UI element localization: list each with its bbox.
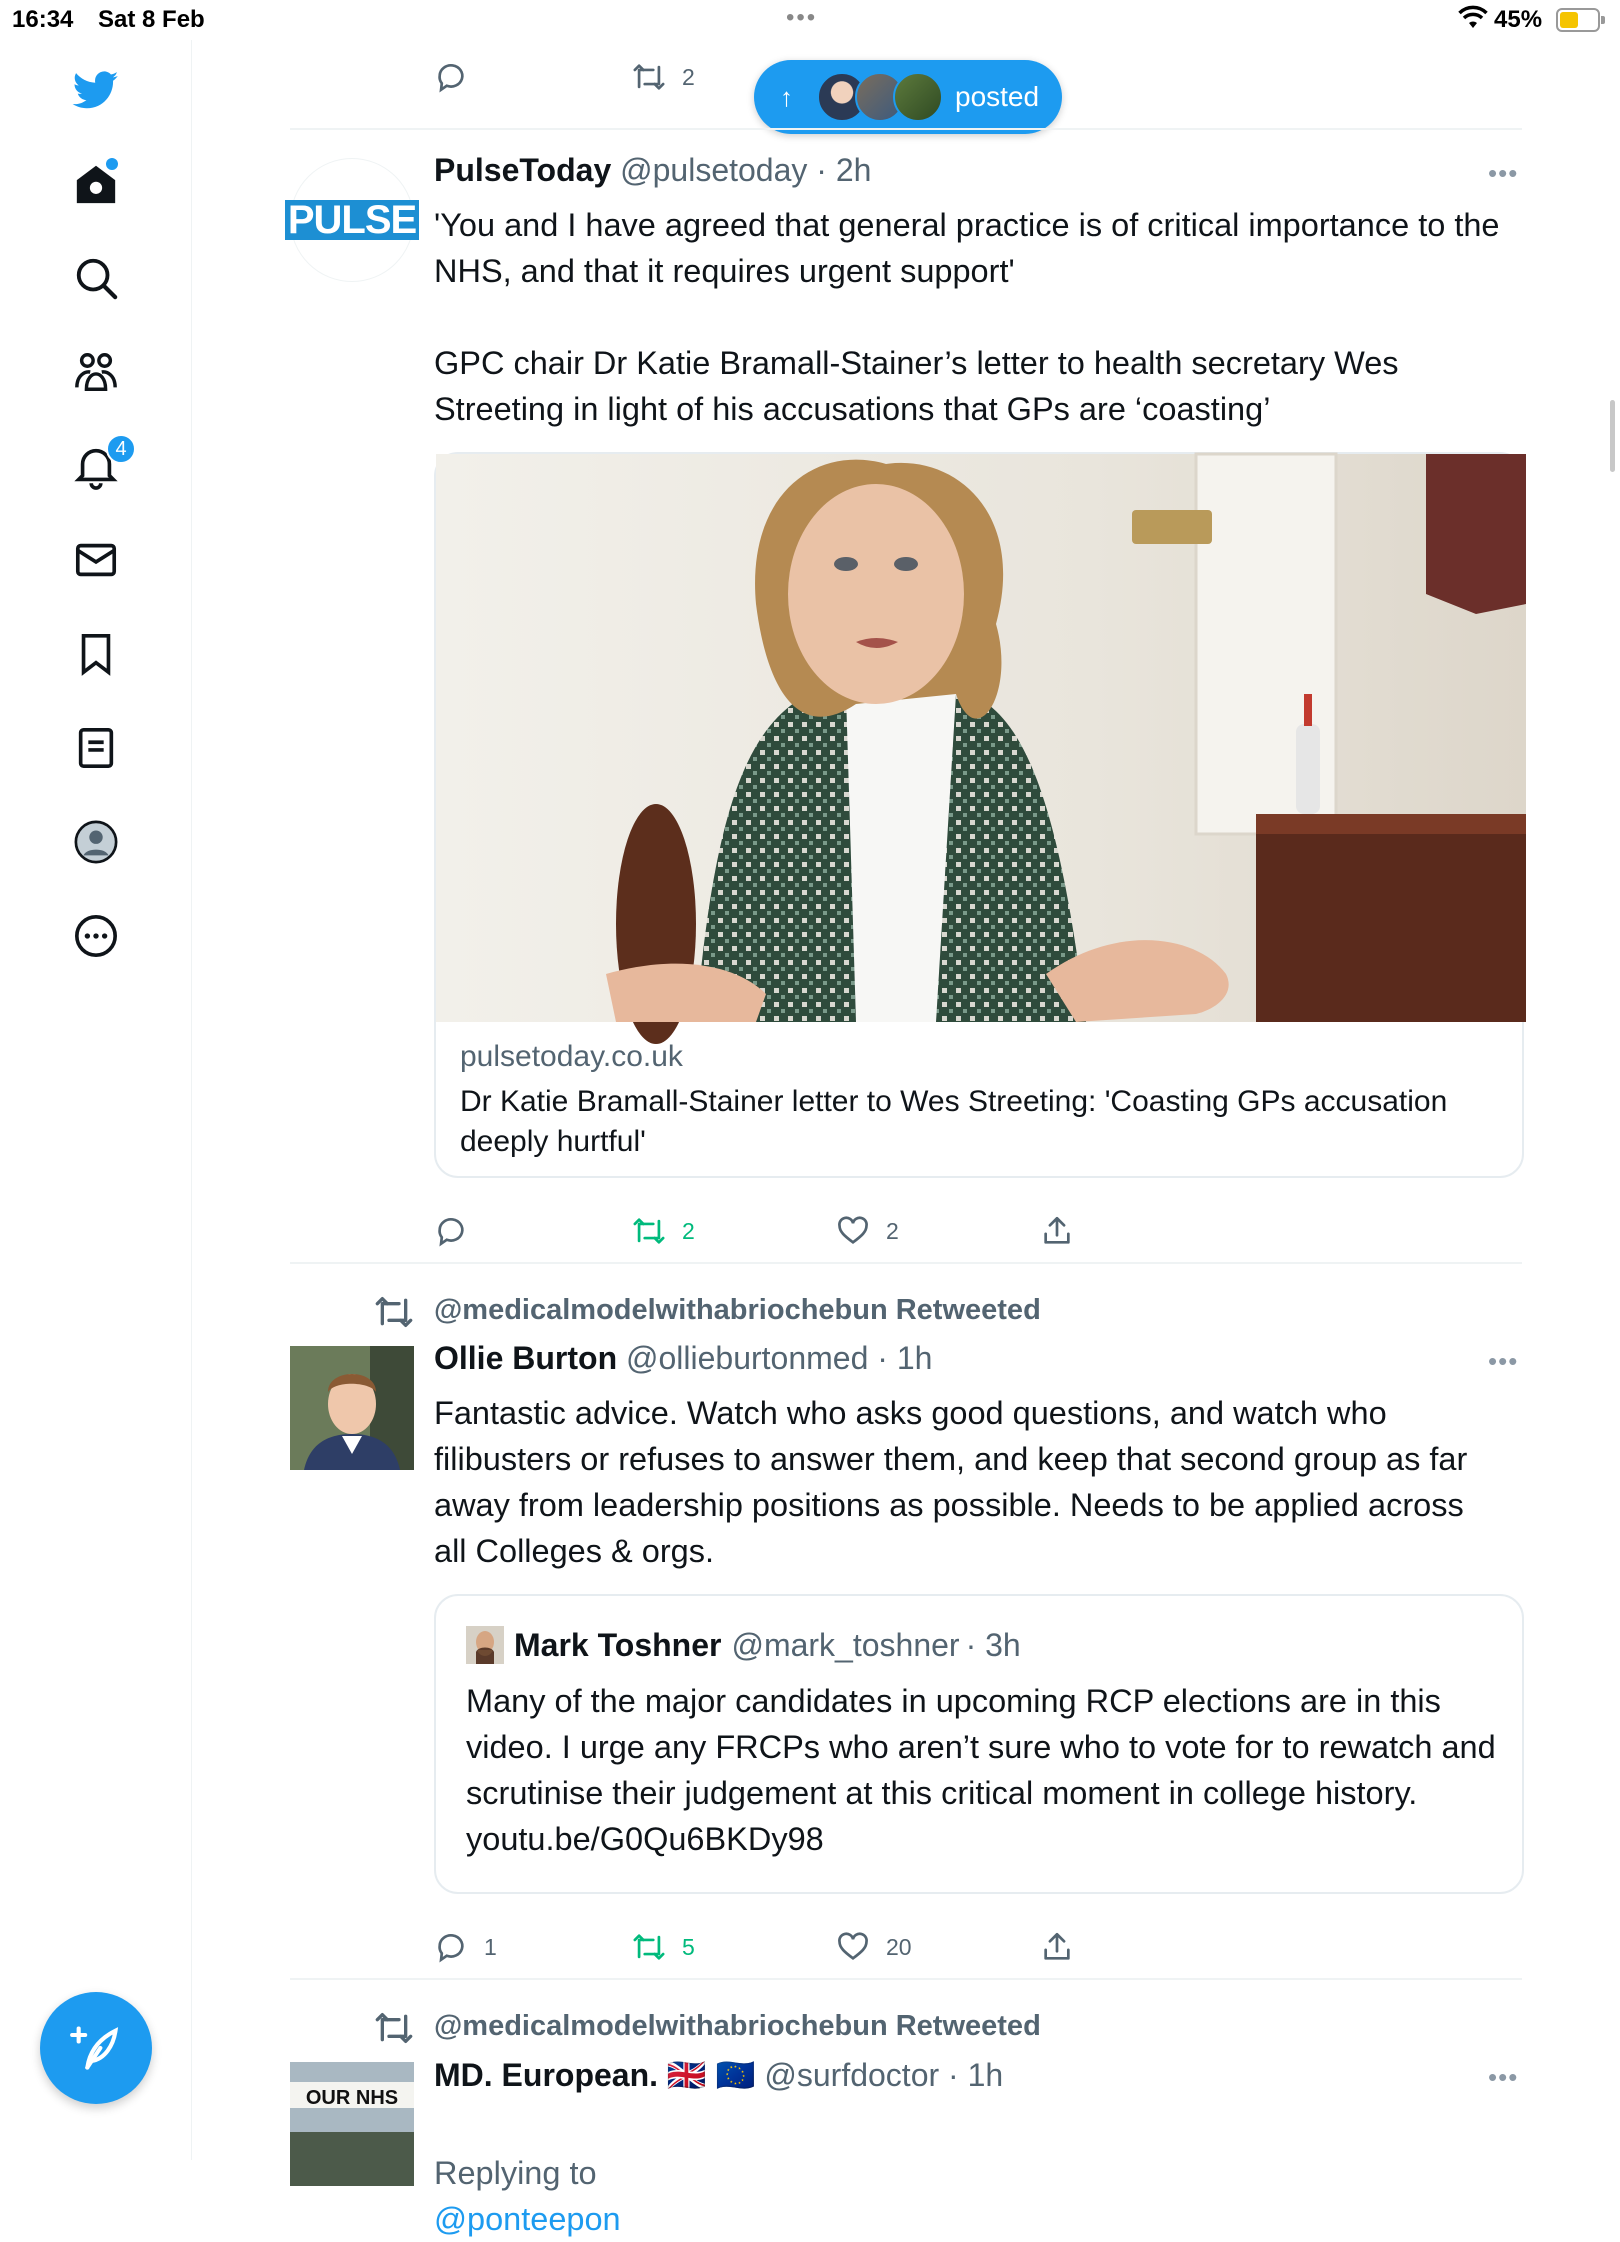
lists-icon	[73, 725, 119, 771]
nav-more[interactable]	[60, 900, 132, 972]
author-name[interactable]: PulseToday	[434, 152, 612, 188]
side-navigation	[0, 40, 192, 2160]
status-date: Sat 8 Feb	[98, 6, 205, 33]
nav-notifications[interactable]	[60, 430, 132, 502]
avatar[interactable]	[287, 158, 417, 282]
nav-communities[interactable]	[60, 336, 132, 408]
tweet-text: 'You and I have agreed that general practice is of critical importance to the NHS, and that it requires urgent support' GPC chair Dr Katie Bramall-Stainer’s letter to health secretary Wes Streeting in light of his accusations that GPs are ‘coasting’	[434, 207, 1500, 427]
tweet-header	[434, 152, 871, 189]
wifi-icon	[1458, 6, 1488, 37]
divider	[290, 128, 1522, 130]
card-image	[436, 454, 1526, 1022]
quote-time[interactable]: · 3h	[965, 1626, 1021, 1663]
more-options-icon[interactable]: •••	[1488, 158, 1519, 188]
divider	[290, 1978, 1522, 1980]
more-icon	[73, 913, 119, 959]
tweet-time[interactable]: · 2h	[816, 152, 872, 188]
author-name[interactable]: Ollie Burton	[434, 1340, 618, 1376]
reply-count: 1	[484, 1933, 497, 1960]
card-domain: pulsetoday.co.uk	[460, 1040, 683, 1073]
twitter-logo-icon[interactable]	[60, 54, 132, 126]
reply-button[interactable]	[434, 60, 468, 94]
nav-messages[interactable]	[60, 524, 132, 596]
avatar[interactable]	[466, 1626, 504, 1664]
retweeted-by-label[interactable]: @medicalmodelwithabriochebun Retweeted	[434, 2010, 1041, 2042]
share-button[interactable]	[1040, 1930, 1074, 1964]
scrollbar[interactable]	[1610, 400, 1615, 472]
replying-prefix: Replying to	[434, 2155, 597, 2191]
status-bar	[0, 0, 1620, 40]
retweet-button[interactable]	[632, 1930, 695, 1964]
profile-icon	[73, 819, 119, 865]
battery-percent: 45%	[1494, 6, 1543, 33]
timeline	[192, 40, 1620, 2237]
nav-profile[interactable]	[60, 806, 132, 878]
tweet-header	[434, 2056, 1003, 2094]
nav-explore[interactable]	[60, 242, 132, 314]
reply-icon	[434, 1214, 468, 1248]
reply-icon	[434, 1930, 468, 1964]
avatar[interactable]	[290, 1346, 414, 1470]
quote-author-handle[interactable]: @mark_toshner	[731, 1626, 960, 1663]
share-button[interactable]	[1040, 1214, 1074, 1248]
reply-button[interactable]	[434, 1214, 484, 1248]
status-time: 16:34	[12, 6, 74, 33]
more-options-icon[interactable]: •••	[1488, 1346, 1519, 1376]
battery-icon	[1556, 8, 1600, 32]
like-count: 20	[886, 1933, 912, 1960]
tweet-header	[434, 1340, 932, 1377]
tweet-time[interactable]: · 1h	[877, 1340, 933, 1376]
new-posts-label: posted	[955, 81, 1040, 112]
bookmarks-icon	[73, 631, 119, 677]
tweet-text: Fantastic advice. Watch who asks good questions, and watch who filibusters or refuses to answer them, and keep that second group as far away from leadership positions as possible. Needs to be applied across all Colleges & orgs.	[434, 1395, 1468, 1569]
author-name[interactable]: MD. European.	[434, 2057, 659, 2093]
multitask-dots[interactable]: •••	[786, 4, 818, 31]
arrow-up-icon: ↑	[780, 81, 793, 112]
like-count: 2	[886, 1217, 899, 1244]
heart-icon	[836, 1214, 870, 1248]
pulse-logo: PULSE	[285, 200, 419, 240]
replying-to-line	[434, 2104, 1504, 2242]
avatar	[893, 72, 943, 122]
nav-home[interactable]	[60, 148, 132, 220]
compose-tweet-icon	[70, 2022, 122, 2074]
author-handle[interactable]: @pulsetoday	[620, 152, 808, 188]
like-button[interactable]	[836, 1214, 899, 1248]
reply-button[interactable]	[434, 1930, 497, 1964]
retweet-icon	[374, 2008, 414, 2048]
nav-lists[interactable]	[60, 712, 132, 784]
reply-icon	[434, 60, 468, 94]
tweet-time[interactable]: · 1h	[948, 2057, 1004, 2093]
search-icon	[73, 255, 119, 301]
quote-text: Many of the major candidates in upcoming RCP elections are in this video. I urge any FRCPs who aren’t sure who to vote for to rewatch and scrutinise their judgement at this critical moment in college history. youtu.be/G0Qu6BKDy98	[466, 1683, 1496, 1857]
retweet-button[interactable]	[632, 60, 695, 94]
share-icon	[1040, 1930, 1074, 1964]
avatar[interactable]	[290, 2062, 414, 2186]
link-card[interactable]	[434, 452, 1524, 1178]
retweet-icon	[632, 60, 666, 94]
notifications-badge: 4	[106, 434, 136, 464]
avatar-sign-text: OUR NHS	[305, 2087, 399, 2109]
retweet-count: 2	[682, 1217, 695, 1244]
author-handle[interactable]: @surfdoctor	[764, 2057, 940, 2093]
retweet-icon	[632, 1930, 666, 1964]
card-title: Dr Katie Bramall-Stainer letter to Wes Streeting: 'Coasting GPs accusation deeply hurtful'	[460, 1085, 1448, 1158]
like-button[interactable]	[836, 1930, 912, 1964]
divider	[290, 1262, 1522, 1264]
nav-bookmarks[interactable]	[60, 618, 132, 690]
author-handle[interactable]: @ollieburtonmed	[626, 1340, 869, 1376]
retweet-icon	[374, 1292, 414, 1332]
compose-tweet-button[interactable]	[40, 1992, 152, 2104]
more-options-icon[interactable]: •••	[1488, 2062, 1519, 2092]
retweet-icon	[632, 1214, 666, 1248]
retweet-count: 2	[682, 63, 695, 90]
quote-author-name[interactable]: Mark Toshner	[514, 1626, 722, 1663]
messages-icon	[73, 537, 119, 583]
new-posts-pill[interactable]	[754, 60, 1062, 134]
retweeted-by-label[interactable]: @medicalmodelwithabriochebun Retweeted	[434, 1294, 1041, 1326]
quoted-tweet[interactable]	[434, 1594, 1524, 1894]
communities-icon	[73, 349, 119, 395]
new-content-dot	[106, 158, 118, 170]
retweet-button[interactable]	[632, 1214, 695, 1248]
retweet-count: 5	[682, 1933, 695, 1960]
quote-header	[466, 1626, 1021, 1664]
author-flags: 🇬🇧 🇪🇺	[666, 2057, 756, 2093]
heart-icon	[836, 1930, 870, 1964]
share-icon	[1040, 1214, 1074, 1248]
replying-to-link[interactable]: @ponteepon	[434, 2201, 621, 2237]
